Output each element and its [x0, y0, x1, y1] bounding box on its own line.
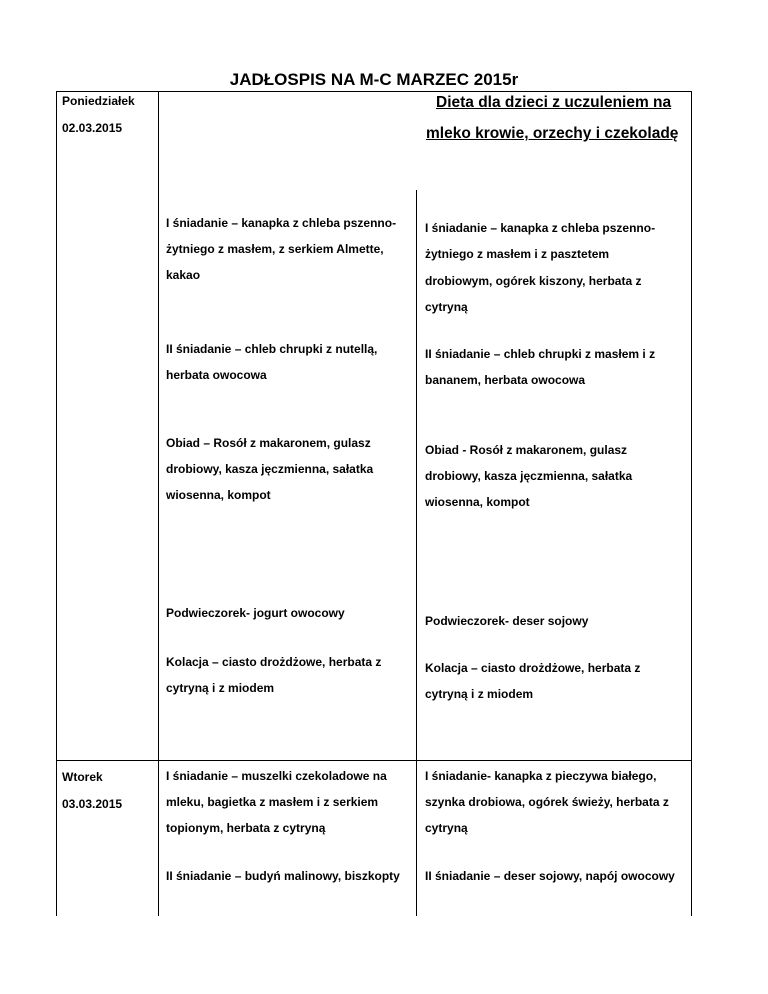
menu-line: cytryną: [425, 821, 468, 835]
menu-line: mleku, bagietka z masłem i z serkiem: [166, 795, 379, 809]
menu-line: wiosenna, kompot: [166, 488, 271, 502]
day-name: Poniedziałek: [62, 94, 135, 108]
menu-line: żytniego z masłem, z serkiem Almette,: [166, 242, 384, 256]
table-left-border: [56, 91, 57, 916]
menu-line: I śniadanie – muszelki czekoladowe na: [166, 769, 387, 783]
menu-line: Kolacja – ciasto drożdżowe, herbata z: [166, 655, 382, 669]
menu-line: drobiowy, kasza jęczmienna, sałatka: [425, 469, 633, 483]
menu-line: I śniadanie- kanapka z pieczywa białego,: [425, 769, 657, 783]
menu-line: II śniadanie – deser sojowy, napój owocowy: [425, 869, 675, 883]
menu-line: I śniadanie – kanapka z chleba pszenno-: [425, 221, 656, 235]
menu-line: Obiad – Rosół z makaronem, gulasz: [166, 436, 371, 450]
page-title: JADŁOSPIS NA M-C MARZEC 2015r: [229, 70, 519, 89]
menu-line: kakao: [166, 268, 201, 282]
menu-line: II śniadanie – chleb chrupki z masłem i z: [425, 347, 656, 361]
menu-line: Obiad - Rosół z makaronem, gulasz: [425, 443, 628, 457]
table-col-divider-1: [158, 91, 159, 916]
menu-line: herbata owocowa: [166, 368, 267, 382]
menu-line: cytryną: [425, 300, 468, 314]
menu-line: Podwieczorek- jogurt owocowy: [166, 606, 345, 620]
menu-line: szynka drobiowa, ogórek świeży, herbata z: [425, 795, 669, 809]
menu-line: Kolacja – ciasto drożdżowe, herbata z: [425, 661, 641, 675]
menu-line: Podwieczorek- deser sojowy: [425, 614, 589, 628]
menu-line: drobiowy, kasza jęczmienna, sałatka: [166, 462, 374, 476]
menu-line: I śniadanie – kanapka z chleba pszenno-: [166, 216, 397, 230]
menu-line: II śniadanie – chleb chrupki z nutellą,: [166, 342, 378, 356]
diet-header-line-1: Dieta dla dzieci z uczuleniem na: [436, 94, 672, 111]
table-right-border: [691, 91, 692, 916]
menu-line: drobiowym, ogórek kiszony, herbata z: [425, 274, 642, 288]
table-row-divider: [56, 760, 692, 761]
day-name: Wtorek: [62, 770, 103, 784]
table-col-divider-2: [416, 190, 417, 916]
menu-line: wiosenna, kompot: [425, 495, 530, 509]
menu-line: żytniego z masłem i z pasztetem: [425, 247, 610, 261]
day-date: 02.03.2015: [62, 121, 123, 135]
menu-line: cytryną i z miodem: [425, 687, 534, 701]
day-date: 03.03.2015: [62, 797, 123, 811]
menu-line: II śniadanie – budyń malinowy, biszkopty: [166, 869, 400, 883]
diet-header-line-2: mleko krowie, orzechy i czekoladę: [426, 125, 679, 142]
menu-line: topionym, herbata z cytryną: [166, 821, 326, 835]
menu-line: cytryną i z miodem: [166, 681, 275, 695]
menu-line: bananem, herbata owocowa: [425, 373, 586, 387]
